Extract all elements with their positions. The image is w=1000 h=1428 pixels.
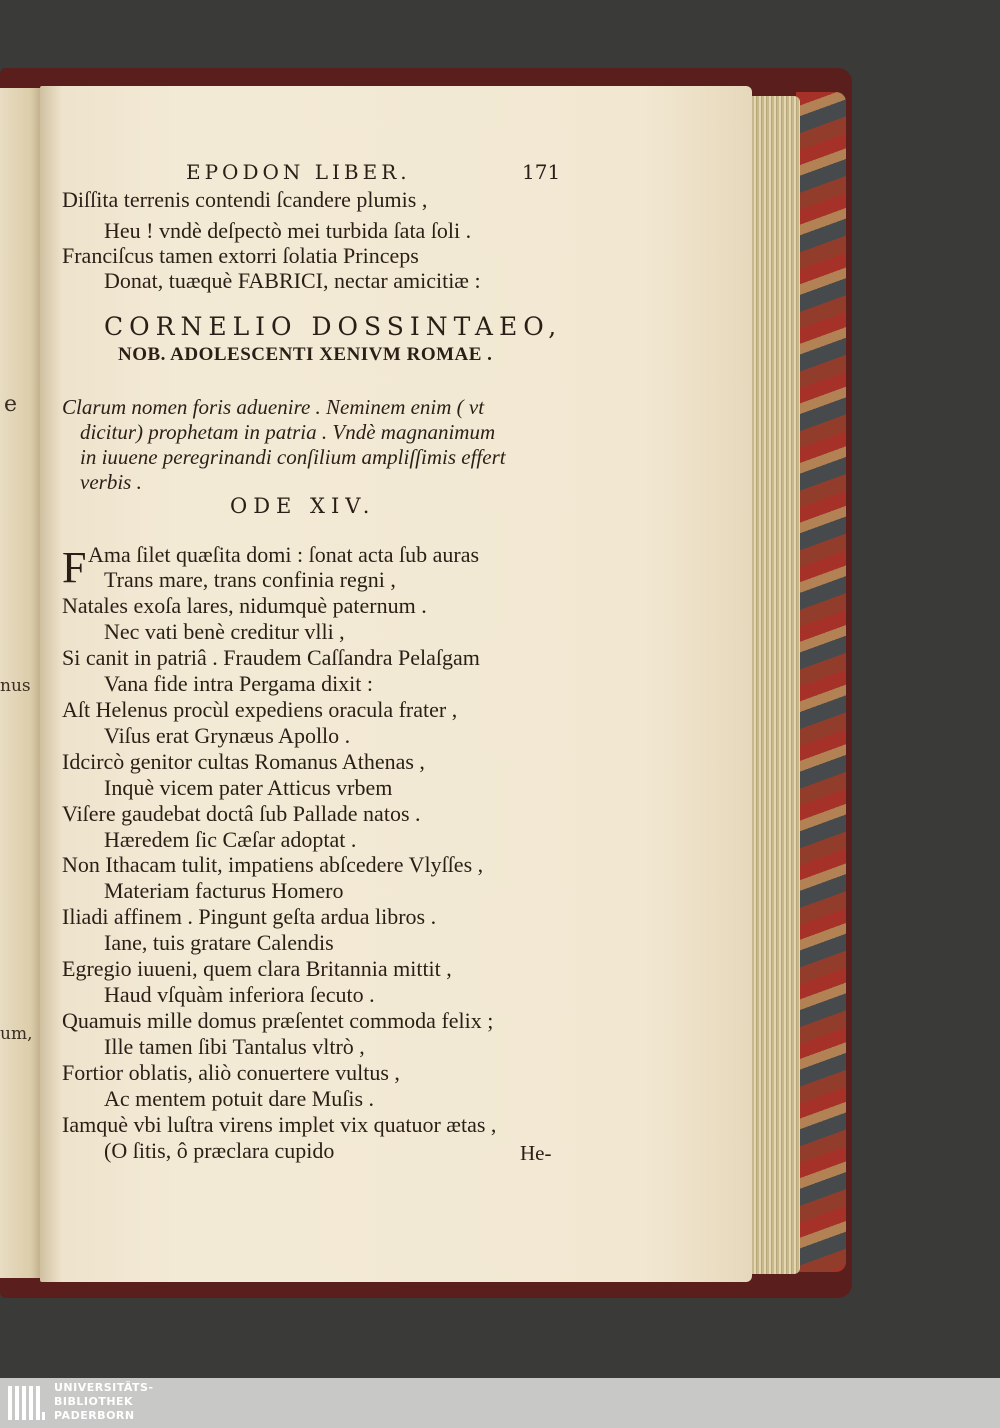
verse-line: Viſus erat Grynæus Apollo . — [104, 722, 351, 748]
library-footer — [0, 1378, 1000, 1428]
argument-line: verbis . — [80, 470, 142, 494]
left-page-fragment: e — [4, 392, 18, 417]
verse-line: Viſere gaudebat doctâ ſub Pallade natos . — [62, 800, 421, 826]
catchword: He- — [520, 1141, 552, 1165]
verse-line: Nec vati benè creditur vlli , — [104, 618, 345, 644]
verse-line: Inquè vicem pater Atticus vrbem — [104, 774, 393, 800]
running-head — [186, 160, 566, 184]
verse-line: Idcircò genitor cultas Romanus Athenas , — [62, 748, 425, 774]
verse-line: Aſt Helenus procùl expediens oracula frater , — [62, 696, 458, 722]
verse-line: Franciſcus tamen extorri ſolatia Princeps — [62, 243, 419, 268]
verse-line: Heu ! vndè deſpectò mei turbida ſata ſoli . — [104, 218, 472, 243]
marbled-edge — [796, 92, 846, 1272]
drop-cap: F — [62, 543, 87, 592]
verse-line: Fortior oblatis, aliò conuertere vultus , — [62, 1060, 400, 1086]
dedication-subheading: NOB. ADOLESCENTI XENIVM ROMAE . — [118, 344, 493, 365]
verse-line: Iane, tuis gratare Calendis — [104, 930, 334, 956]
verse-line: Ille tamen ſibi Tantalus vltrò , — [104, 1034, 365, 1060]
verse-line: (O ſitis, ô præclara cupido — [104, 1137, 335, 1163]
running-head-title: EPODON LIBER. — [186, 160, 411, 184]
left-page-fragment: nus — [0, 676, 31, 696]
verse-line: Donat, tuæquè FABRICI, nectar amicitiæ : — [104, 268, 481, 293]
verse-line: Hæredem ſic Cæſar adoptat . — [104, 826, 357, 852]
argument-line: Clarum nomen foris aduenire . Neminem enim ( vt — [62, 395, 485, 419]
verse-line: Si canit in patriâ . Fraudem Caſſandra Pelaſgam — [62, 644, 480, 670]
argument-line: dicitur) prophetam in patria . Vndè magnanimum — [80, 420, 496, 444]
verse-line: Iamquè vbi luſtra virens implet vix quatuor ætas , — [62, 1111, 497, 1137]
verse-line: Trans mare, trans confinia regni , — [104, 567, 396, 592]
verse-line: Diſſita terrenis contendi ſcandere plumis , — [62, 187, 428, 212]
verse-line: Iliadi affinem . Pingunt geſta ardua libros . — [62, 904, 437, 930]
dedication-heading: CORNELIO DOSSINTAEO, — [104, 312, 563, 341]
verse-line: Ama ſilet quæſita domi : ſonat acta ſub auras — [88, 542, 480, 567]
verse-line: Vana fide intra Pergama dixit : — [104, 670, 374, 696]
page-number: 171 — [522, 160, 561, 184]
library-name-line: UNIVERSITÄTS- — [54, 1381, 154, 1394]
library-name — [54, 1381, 154, 1423]
verse-line: Non Ithacam tulit, impatiens abſcedere Vlyſſes , — [62, 852, 484, 878]
verse-line: Quamuis mille domus præſentet commoda felix ; — [62, 1008, 494, 1034]
argument-line: in iuuene peregrinandi conſilium ampliſſimis effert — [80, 445, 506, 469]
verse-line: Ac mentem potuit dare Muſis . — [104, 1086, 375, 1111]
verse-line: Egregio iuueni, quem clara Britannia mittit , — [62, 956, 452, 982]
ode-title: ODE XIV. — [230, 494, 376, 518]
left-page-fragment: um, — [0, 1024, 33, 1044]
verse-line: Haud vſquàm inferiora ſecuto . — [104, 982, 375, 1008]
library-name-line: BIBLIOTHEK — [54, 1395, 134, 1408]
verse-line: Natales exoſa lares, nidumquè paternum . — [62, 592, 427, 618]
verse-line: Materiam facturus Homero — [104, 878, 344, 904]
library-logo-icon — [6, 1382, 46, 1424]
library-name-line: PADERBORN — [54, 1409, 135, 1422]
